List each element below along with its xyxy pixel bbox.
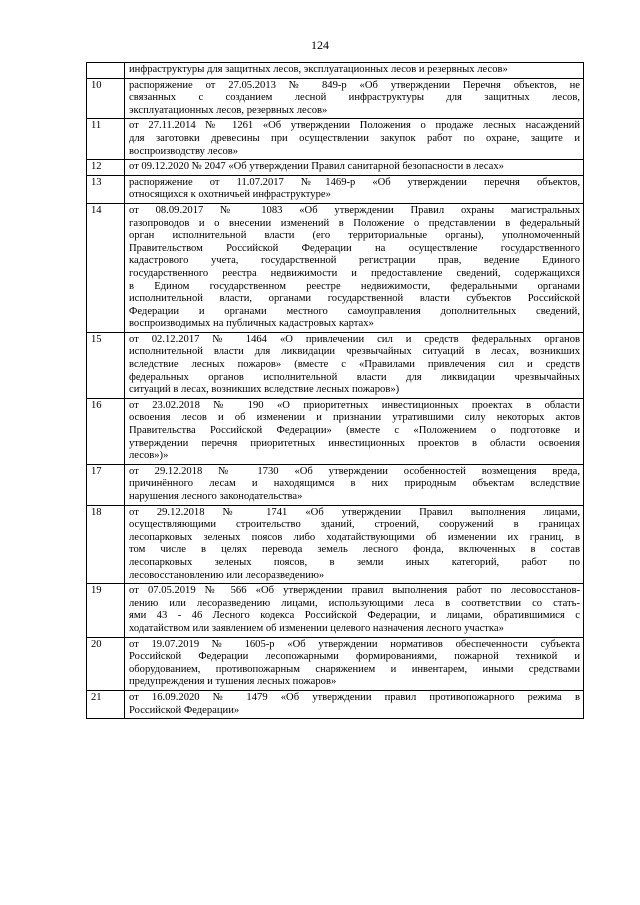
text-line: предупреждения и тушения лесных пожаров» <box>129 676 337 688</box>
text-line: Российской Федерации лесопожарными формированиями, пожарной техникой и <box>129 651 580 663</box>
row-number: 11 <box>87 119 125 160</box>
table-row <box>87 63 584 79</box>
text-line: лесов»)» <box>129 450 169 462</box>
row-text <box>125 398 584 464</box>
text-line: том числе в целях перевода земель лесного фонда, включенных в состав <box>129 544 580 556</box>
text-line: от 02.12.2017 № 1464 «О привлечении сил и средств федеральных органов <box>129 333 580 345</box>
table-row <box>87 505 584 584</box>
row-text <box>125 332 584 398</box>
text-line: вследствие лесных пожаров» (вместе с «Правилами привлечения сил и средств <box>129 359 580 371</box>
text-line: связанных с созданием лесной инфраструктуры для защитных лесов, <box>129 92 580 104</box>
text-line: от 23.02.2018 № 190 «О приоритетных инвестиционных проектах в области <box>129 399 580 411</box>
row-number: 15 <box>87 332 125 398</box>
row-number <box>87 63 125 79</box>
text-line: инфраструктуры для защитных лесов, эксплуатационных лесов и резервных лесов» <box>129 64 508 75</box>
row-number: 18 <box>87 505 125 584</box>
text-line: Правительством Российской Федерации на осуществление государственного <box>129 242 580 254</box>
text-line: лесопарковых зеленых поясов, в земли иных категорий, работ по <box>129 556 580 568</box>
text-line: от 29.12.2018 № 1730 «Об утверждении особенностей возмещения вреда, <box>129 465 580 477</box>
row-number: 12 <box>87 160 125 176</box>
row-number: 21 <box>87 690 125 718</box>
table-row <box>87 690 584 718</box>
row-text <box>125 175 584 203</box>
text-line: в Едином государственном реестре недвижимости, федеральными органами <box>129 280 580 292</box>
text-line: распоряжение от 11.07.2017 №1469-р «Об утверждении перечня объектов, <box>129 176 580 188</box>
row-text <box>125 63 584 79</box>
text-line: от 27.11.2014 № 1261 «Об утверждении Положения о продаже лесных насаждений <box>129 120 580 132</box>
table-row <box>87 175 584 203</box>
row-number: 19 <box>87 584 125 637</box>
text-line: газопроводов и о внесении изменений в Положение о представлении в федеральный <box>129 217 580 229</box>
text-line: ями 43 - 46 Лесного кодекса Российской Федерации, и лицами, обратившимися с <box>129 610 580 622</box>
table-row <box>87 160 584 176</box>
row-number: 17 <box>87 464 125 505</box>
text-line: оборудованием, противопожарным снаряжением и инвентарем, иными средствами <box>129 663 580 675</box>
text-line: от 07.05.2019 № 566 «Об утверждении правил выполнения работ по лесовосстанов- <box>129 585 580 597</box>
row-text <box>125 160 584 176</box>
text-line: ходатайством или заявлением об изменении целевого назначения лесного участка» <box>129 622 504 634</box>
text-line: утверждении перечня приоритетных инвестиционных проектов в области освоения <box>129 437 580 449</box>
text-line: орган исполнительной власти (его территориальные органы), уполномоченный <box>129 230 580 242</box>
text-line: от 08.09.2017 № 1083 «Об утверждении Правил охраны магистральных <box>129 204 580 216</box>
row-number: 20 <box>87 637 125 690</box>
row-text <box>125 637 584 690</box>
text-line: воспроизводимых на публичных кадастровых картах» <box>129 318 374 330</box>
row-text <box>125 584 584 637</box>
text-line: от 16.09.2020 № 1479 «Об утверждении правил противопожарного режима в <box>129 691 580 703</box>
table-row <box>87 78 584 119</box>
text-line: от 19.07.2019 № 1605-р «Об утверждении нормативов обеспеченности субъекта <box>129 638 580 650</box>
table-row <box>87 203 584 332</box>
table-row <box>87 584 584 637</box>
text-line: государственного реестра недвижимости и предоставление сведений, содержащихся <box>129 267 580 279</box>
page-number: 124 <box>311 38 329 52</box>
text-line: лению или лесоразведению лицами, использующими леса в соответствии со стать- <box>129 597 580 609</box>
table-row <box>87 637 584 690</box>
text-line: кадастрового учета, государственной регистрации прав, ведение Единого <box>129 255 580 267</box>
text-line: эксплуатационных лесов, резервных лесов» <box>129 104 328 116</box>
text-line: Российской Федерации» <box>129 704 240 716</box>
text-line: освоения лесов и об изменении и признании утратившими силу некоторых актов <box>129 412 580 424</box>
text-line: осуществляющими строительство зданий, строений, сооружений в границах <box>129 519 580 531</box>
row-number: 10 <box>87 78 125 119</box>
text-line: от 29.12.2018 № 1741 «Об утверждении Правил выполнения лицами, <box>129 506 580 518</box>
text-line: исполнительной власти для ликвидации чрезвычайных ситуаций в лесах, возникших <box>129 346 580 358</box>
row-number: 14 <box>87 203 125 332</box>
text-line: причинённого лесам и находящимся в них природным объектам вследствие <box>129 478 580 490</box>
row-number: 16 <box>87 398 125 464</box>
table-row <box>87 398 584 464</box>
row-text <box>125 78 584 119</box>
text-line: для заготовки древесины при осуществлении закупок работ по охране, защите и <box>129 132 580 144</box>
text-line: распоряжение от 27.05.2013 № 849-р «Об утверждении Перечня объектов, не <box>129 79 580 91</box>
table-body <box>87 63 584 719</box>
text-line: федеральных органов исполнительной власти для ликвидации чрезвычайных <box>129 371 580 383</box>
row-text <box>125 464 584 505</box>
row-text <box>125 203 584 332</box>
text-line: исполнительной власти, органами государственной власти субъектов Российской <box>129 293 580 305</box>
text-line: от 09.12.2020 № 2047 «Об утверждении Правил санитарной безопасности в лесах» <box>129 161 504 173</box>
text-line: Правительства Российской Федерации» (вместе с «Положением о подготовке и <box>129 425 580 437</box>
text-line: относящихся к охотничьей инфраструктуре» <box>129 189 331 201</box>
table-row <box>87 119 584 160</box>
text-line: воспроизводству лесов» <box>129 145 239 157</box>
text-line: Федерации и органами местного самоуправления дополнительных сведений, <box>129 305 580 317</box>
text-line: нарушения лесного законодательства» <box>129 491 303 502</box>
row-text <box>125 505 584 584</box>
row-text <box>125 119 584 160</box>
text-line: лесовосстановлению или лесоразведению» <box>129 569 325 581</box>
table-row <box>87 464 584 505</box>
row-number: 13 <box>87 175 125 203</box>
row-text <box>125 690 584 718</box>
text-line: ситуаций в лесах, возникших вследствие лесных пожаров») <box>129 384 400 396</box>
legal-acts-table <box>86 62 584 719</box>
table-row <box>87 332 584 398</box>
text-line: лесопарковых зеленых поясов либо ходатайствующими об изменении их границ, в <box>129 531 580 543</box>
